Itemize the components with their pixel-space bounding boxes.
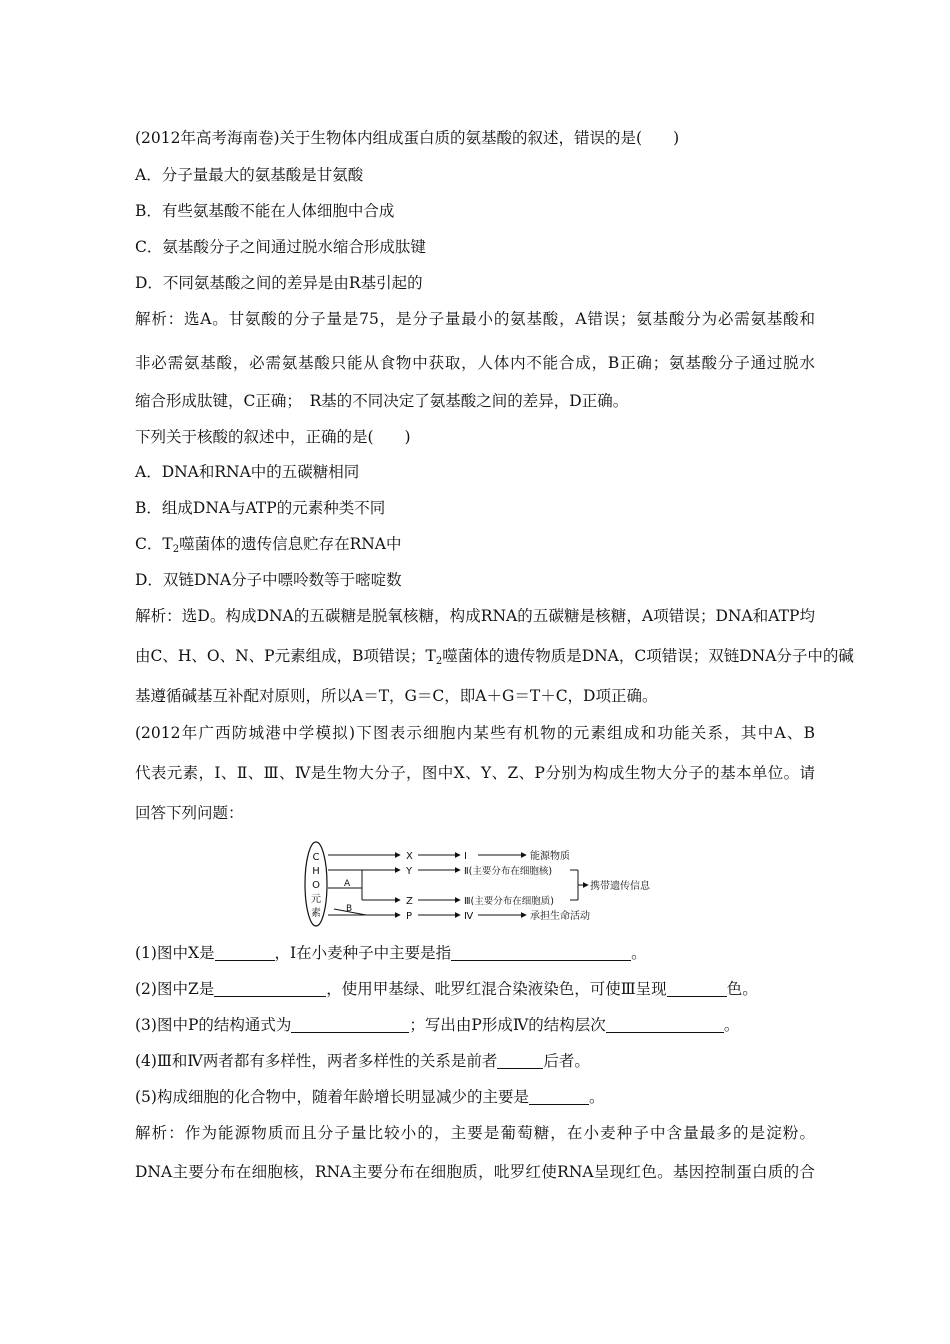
q3-analysis-line-2: DNA主要分布在细胞核，RNA主要分布在细胞质，吡罗红使RNA呈现红色。基因控制蛋白质的合 xyxy=(135,1163,815,1181)
q1-option-d: D．不同氨基酸之间的差异是由R基引起的 xyxy=(135,274,423,292)
label-p: P xyxy=(406,911,413,922)
q1-analysis-line-3: 缩合形成肽键，C正确； R基的不同决定了氨基酸之间的差异，D正确。 xyxy=(135,392,629,410)
chon-label-h: H xyxy=(312,866,320,877)
answer-blank-1a[interactable] xyxy=(215,944,275,961)
q3-stem-line-2: 代表元素，Ⅰ、Ⅱ、Ⅲ、Ⅳ是生物大分子，图中X、Y、Z、P分别为构成生物大分子的基本单位。请 xyxy=(135,764,815,782)
q1-stem: (2012年高考海南卷)关于生物体内组成蛋白质的氨基酸的叙述，错误的是( ) xyxy=(135,129,680,147)
q2-analysis-line-3: 基遵循碱基互补配对原则，所以A＝T，G＝C，即A＋G＝T＋C，D项正确。 xyxy=(135,687,658,705)
q3-question-4: (4)Ⅲ和Ⅳ两者都有多样性，两者多样性的关系是前者 后者。 xyxy=(135,1052,590,1070)
q2-analysis-line-1: 解析：选D。构成DNA的五碳糖是脱氧核糖，构成RNA的五碳糖是核糖，A项错误；DNA和ATP均 xyxy=(135,607,815,625)
organic-molecule-diagram xyxy=(300,838,660,930)
label-macromolecule-ii: Ⅱ(主要分布在细胞核) xyxy=(464,866,553,877)
q1-option-a: A．分子量最大的氨基酸是甘氨酸 xyxy=(135,166,364,184)
q2-option-d: D．双链DNA分子中嘌呤数等于嘧啶数 xyxy=(135,571,402,589)
label-macromolecule-iii: Ⅲ(主要分布在细胞质) xyxy=(464,896,554,907)
answer-blank-1b[interactable] xyxy=(451,944,631,961)
chon-label-c: C xyxy=(312,852,320,863)
q2-analysis-line-2: 由C、H、O、N、P元素组成，B项错误；$T_2$噬菌体的遗传物质是DNA，C项错误；双链DNA分子中的碱 xyxy=(135,647,854,667)
q2-option-b: B．组成DNA与ATP的元素种类不同 xyxy=(135,499,386,517)
q3-question-1: (1)图中X是 ，Ⅰ在小麦种子中主要是指 。 xyxy=(135,944,647,962)
q2-option-c: C．$T_2$噬菌体的遗传信息贮存在RNA中 xyxy=(135,535,402,555)
label-a: A xyxy=(344,879,351,889)
q3-question-3: (3)图中P的结构通式为 ；写出由P形成Ⅳ的结构层次 。 xyxy=(135,1016,740,1034)
chon-label-su: 素 xyxy=(311,908,321,919)
answer-blank-3a[interactable] xyxy=(291,1016,409,1033)
answer-blank-4[interactable] xyxy=(497,1052,543,1069)
label-carry-genetic-info: 携带遗传信息 xyxy=(590,881,650,892)
label-x: X xyxy=(406,851,413,862)
q3-stem-line-3: 回答下列问题： xyxy=(135,804,244,822)
q1-option-b: B．有些氨基酸不能在人体细胞中合成 xyxy=(135,202,395,220)
answer-blank-5[interactable] xyxy=(529,1088,589,1105)
answer-blank-2b[interactable] xyxy=(667,980,727,997)
label-macromolecule-i: Ⅰ xyxy=(464,851,467,862)
chon-label-o: O xyxy=(312,880,320,891)
q2-stem: 下列关于核酸的叙述中，正确的是( ) xyxy=(135,428,411,446)
chon-label-yuan: 元 xyxy=(311,894,321,905)
label-y: Y xyxy=(406,866,413,877)
q1-analysis-line-2: 非必需氨基酸，必需氨基酸只能从食物中获取，人体内不能合成，B正确；氨基酸分子通过脱水 xyxy=(135,354,815,372)
label-z: Z xyxy=(406,896,413,907)
label-life-activities: 承担生命活动 xyxy=(530,911,590,922)
label-macromolecule-iv: Ⅳ xyxy=(464,911,474,922)
label-b: B xyxy=(346,904,353,914)
q3-stem-line-1: (2012年广西防城港中学模拟)下图表示细胞内某些有机物的元素组成和功能关系，其中A、B xyxy=(135,724,815,742)
q1-option-c: C．氨基酸分子之间通过脱水缩合形成肽键 xyxy=(135,238,426,256)
q3-analysis-line-1: 解析：作为能源物质而且分子量比较小的，主要是葡萄糖，在小麦种子中含量最多的是淀粉。 xyxy=(135,1124,815,1142)
label-energy-substance: 能源物质 xyxy=(530,851,570,862)
q3-question-2: (2)图中Z是 ，使用甲基绿、吡罗红混合染液染色，可使Ⅲ呈现 色。 xyxy=(135,980,758,998)
answer-blank-2a[interactable] xyxy=(214,980,326,997)
q3-question-5: (5)构成细胞的化合物中，随着年龄增长明显减少的主要是 。 xyxy=(135,1088,605,1106)
q1-analysis-line-1: 解析：选A。甘氨酸的分子量是75，是分子量最小的氨基酸，A错误；氨基酸分为必需氨基酸和 xyxy=(135,310,815,328)
answer-blank-3b[interactable] xyxy=(606,1016,724,1033)
q2-option-a: A．DNA和RNA中的五碳糖相同 xyxy=(135,463,360,481)
